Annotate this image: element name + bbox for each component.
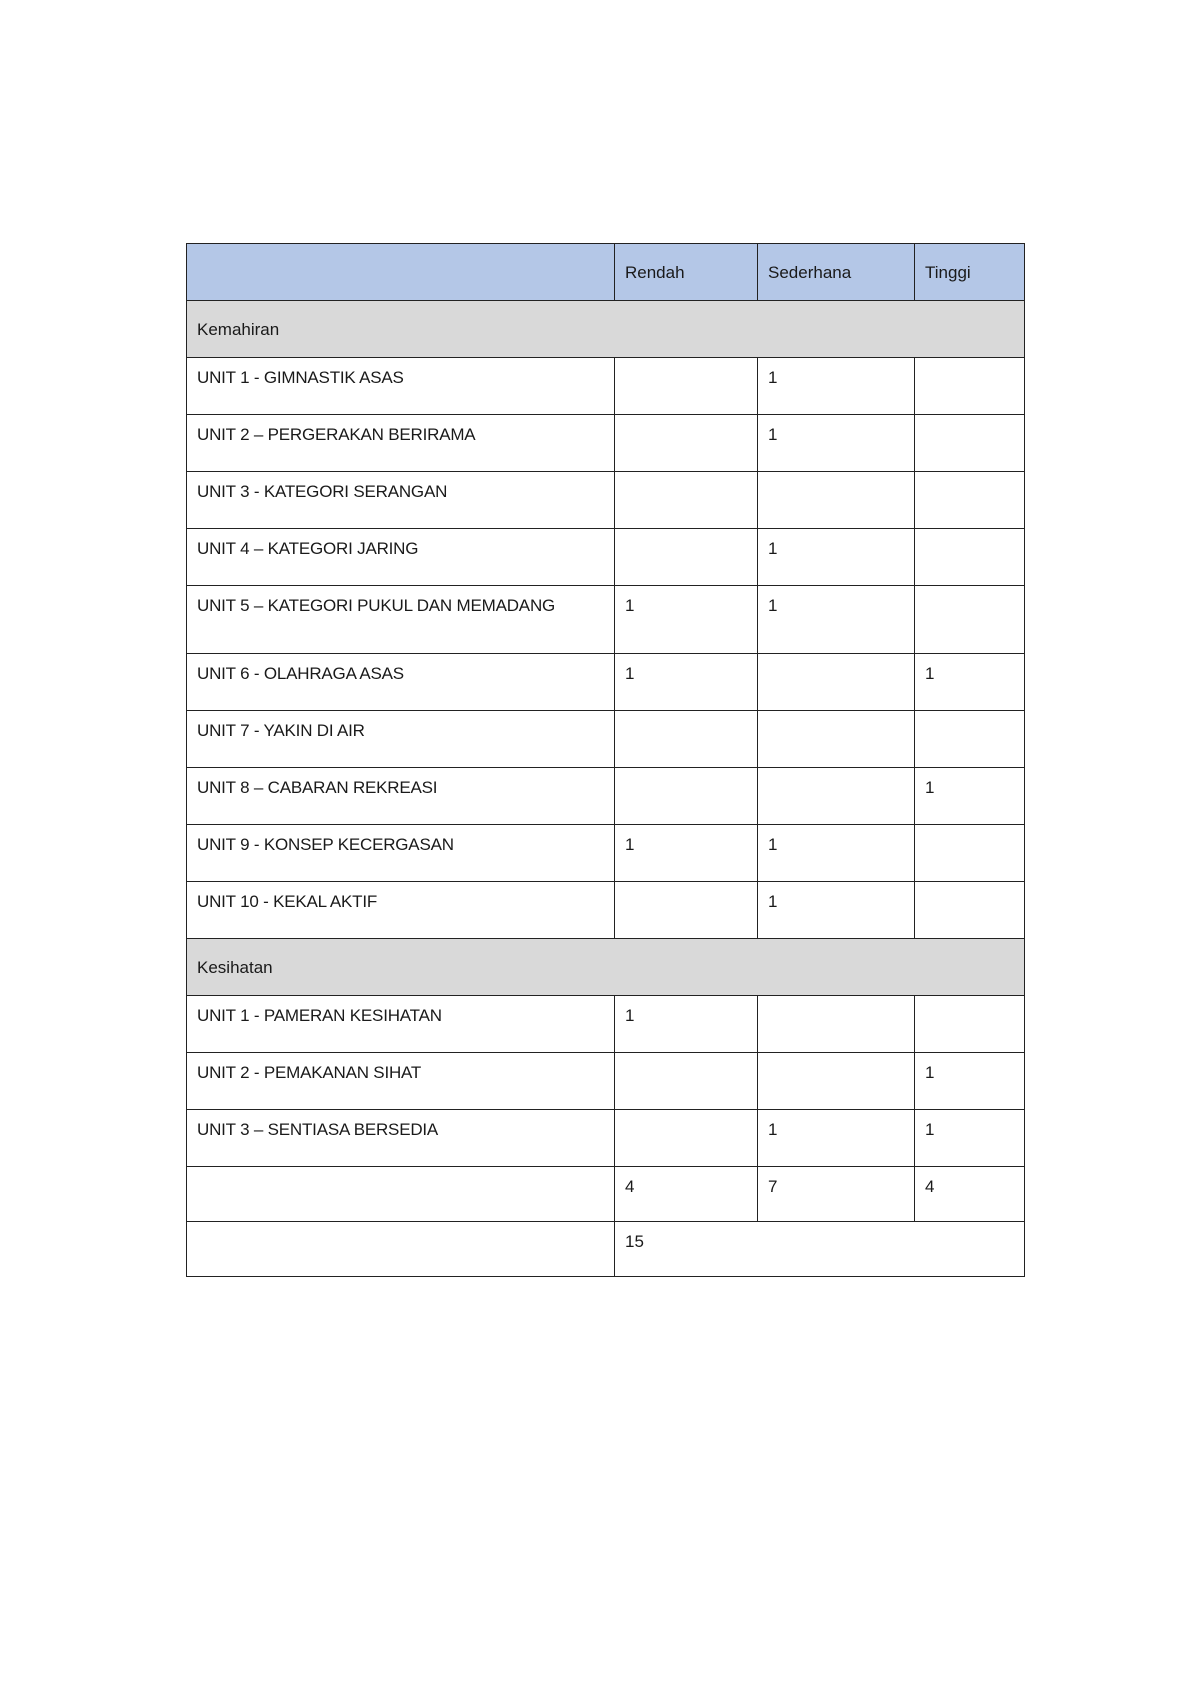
totals-row (187, 1167, 1025, 1222)
totals-label-cell (187, 1167, 615, 1222)
rendah-cell: 1 (615, 825, 758, 882)
unit-label-cell: UNIT 8 – CABARAN REKREASI (187, 768, 615, 825)
rendah-cell (615, 358, 758, 415)
section-row (187, 301, 1025, 358)
header-cell-rendah: Rendah (615, 244, 758, 301)
tinggi-cell (915, 358, 1025, 415)
header-row (187, 244, 1025, 301)
total-tinggi-cell: 4 (915, 1167, 1025, 1222)
header-cell-sederhana: Sederhana (758, 244, 915, 301)
total-rendah-cell: 4 (615, 1167, 758, 1222)
unit-label-cell: UNIT 1 - GIMNASTIK ASAS (187, 358, 615, 415)
section-title: Kesihatan (187, 939, 1025, 996)
table-row (187, 586, 1025, 654)
unit-label-cell: UNIT 3 - KATEGORI SERANGAN (187, 472, 615, 529)
tinggi-cell (915, 529, 1025, 586)
rendah-cell (615, 529, 758, 586)
section-title: Kemahiran (187, 301, 1025, 358)
rendah-cell (615, 768, 758, 825)
rendah-cell (615, 415, 758, 472)
section-row (187, 939, 1025, 996)
unit-label-cell: UNIT 3 – SENTIASA BERSEDIA (187, 1110, 615, 1167)
tinggi-cell (915, 472, 1025, 529)
sederhana-cell (758, 1053, 915, 1110)
grand-total-label-cell (187, 1222, 615, 1277)
unit-label-cell: UNIT 7 - YAKIN DI AIR (187, 711, 615, 768)
unit-label-cell: UNIT 2 - PEMAKANAN SIHAT (187, 1053, 615, 1110)
rendah-cell: 1 (615, 654, 758, 711)
unit-label-cell: UNIT 2 – PERGERAKAN BERIRAMA (187, 415, 615, 472)
rendah-cell (615, 1110, 758, 1167)
unit-label-cell: UNIT 4 – KATEGORI JARING (187, 529, 615, 586)
table-row (187, 1053, 1025, 1110)
tinggi-cell: 1 (915, 1053, 1025, 1110)
tinggi-cell (915, 586, 1025, 654)
tinggi-cell (915, 882, 1025, 939)
sederhana-cell: 1 (758, 1110, 915, 1167)
table-row (187, 882, 1025, 939)
rendah-cell: 1 (615, 586, 758, 654)
total-sederhana-cell: 7 (758, 1167, 915, 1222)
grand-total-row (187, 1222, 1025, 1277)
tinggi-cell (915, 711, 1025, 768)
sederhana-cell: 1 (758, 358, 915, 415)
table-row (187, 415, 1025, 472)
unit-label-cell: UNIT 9 - KONSEP KECERGASAN (187, 825, 615, 882)
table-row (187, 654, 1025, 711)
table-row (187, 825, 1025, 882)
sederhana-cell: 1 (758, 586, 915, 654)
unit-label-cell: UNIT 5 – KATEGORI PUKUL DAN MEMADANG (187, 586, 615, 654)
tinggi-cell: 1 (915, 654, 1025, 711)
tinggi-cell (915, 996, 1025, 1053)
unit-label-cell: UNIT 10 - KEKAL AKTIF (187, 882, 615, 939)
rendah-cell: 1 (615, 996, 758, 1053)
sederhana-cell (758, 654, 915, 711)
sederhana-cell (758, 996, 915, 1053)
table-row (187, 996, 1025, 1053)
tinggi-cell: 1 (915, 768, 1025, 825)
unit-label-cell: UNIT 6 - OLAHRAGA ASAS (187, 654, 615, 711)
table-row (187, 1110, 1025, 1167)
table-row (187, 472, 1025, 529)
tinggi-cell: 1 (915, 1110, 1025, 1167)
table-row (187, 529, 1025, 586)
table-body (187, 244, 1025, 1277)
table-row (187, 768, 1025, 825)
rendah-cell (615, 472, 758, 529)
tinggi-cell (915, 415, 1025, 472)
rendah-cell (615, 711, 758, 768)
unit-label-cell: UNIT 1 - PAMERAN KESIHATAN (187, 996, 615, 1053)
sederhana-cell (758, 472, 915, 529)
rendah-cell (615, 1053, 758, 1110)
tinggi-cell (915, 825, 1025, 882)
table-row (187, 711, 1025, 768)
grand-total-cell: 15 (615, 1222, 1025, 1277)
assessment-summary-table (186, 243, 1025, 1277)
header-cell-blank (187, 244, 615, 301)
sederhana-cell: 1 (758, 825, 915, 882)
sederhana-cell: 1 (758, 529, 915, 586)
table-row (187, 358, 1025, 415)
sederhana-cell (758, 711, 915, 768)
sederhana-cell: 1 (758, 415, 915, 472)
rendah-cell (615, 882, 758, 939)
header-cell-tinggi: Tinggi (915, 244, 1025, 301)
sederhana-cell (758, 768, 915, 825)
sederhana-cell: 1 (758, 882, 915, 939)
